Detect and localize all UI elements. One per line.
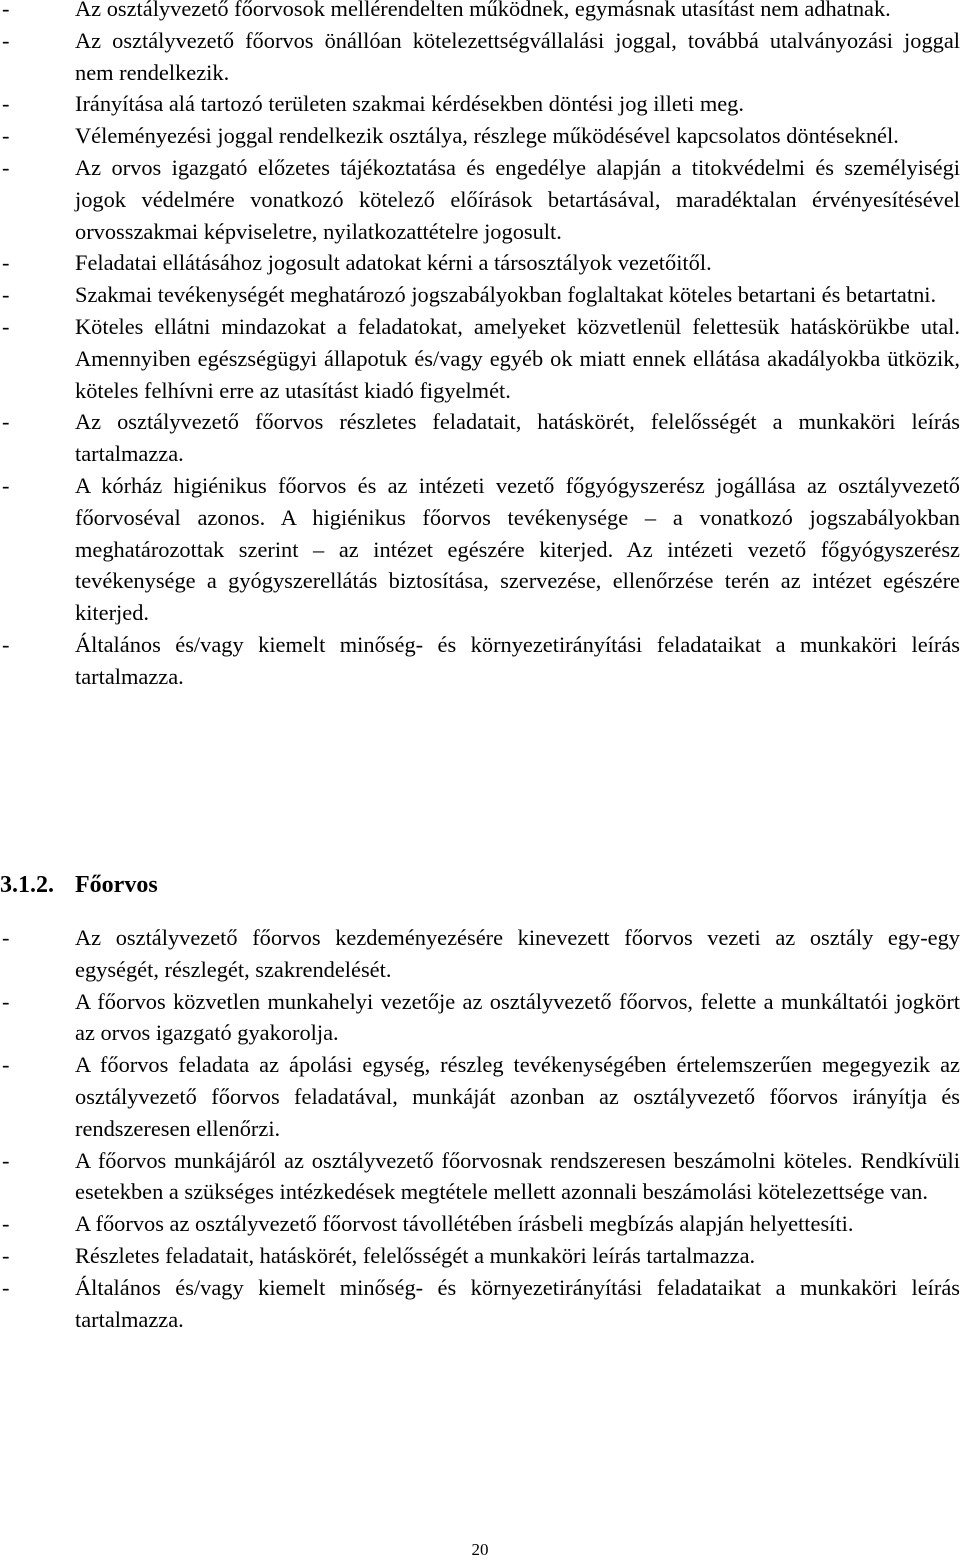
list-item-text: A főorvos feladata az ápolási egység, részleg tevékenységében értelemszerűen megegyezik az osztályvezető főorvos feladatával, munkáját azonban az osztályvezető főorvos irányítja és rendszeresen ellenőrzi. <box>75 1052 960 1141</box>
bullet-dash: - <box>2 123 10 149</box>
list-item-text: Az osztályvezető főorvos önállóan kötelezettségvállalási joggal, továbbá utalványozási joggal nem rendelkezik. <box>75 27 960 85</box>
list-item-text: A főorvos az osztályvezető főorvost távollétében írásbeli megbízás alapján helyettesíti. <box>75 1211 854 1237</box>
bullet-dash: - <box>2 988 10 1014</box>
list-item <box>0 1272 960 1336</box>
list-item <box>0 406 960 470</box>
bullet-dash: - <box>2 154 10 180</box>
bullet-dash: - <box>2 409 10 435</box>
list-item-text: A kórház higiénikus főorvos és az intézeti vezető főgyógyszerész jogállása az osztályvezető főorvoséval azonos. A higiénikus főorvos tevékenysége – a vonatkozó jogszabályokban meghatározottak szerint – az intézet egészére kiterjed. Az intézeti vezető főgyógyszerész tevékenysége a gyógyszerellátás biztosítása, szervezése, ellenőrzése terén az intézet egészére kiterjed. <box>75 472 960 626</box>
bullet-dash: - <box>2 91 10 117</box>
list-item-text: Feladatai ellátásához jogosult adatokat kérni a társosztályok vezetőitől. <box>75 250 712 276</box>
section-title: Főorvos <box>75 872 158 898</box>
bullet-dash: - <box>2 313 10 339</box>
list-item <box>0 120 960 152</box>
list-item-text: Az osztályvezető főorvosok mellérendelten működnek, egymásnak utasítást nem adhatnak. <box>75 0 891 21</box>
list-item-text: Szakmai tevékenységét meghatározó jogszabályokban foglaltakat köteles betartani és betartatni. <box>75 282 937 308</box>
list-item <box>0 629 960 693</box>
bullet-dash: - <box>2 1211 10 1237</box>
list-item-text: Általános és/vagy kiemelt minőség- és környezetirányítási feladataikat a munkaköri leírás tartalmazza. <box>75 1274 960 1332</box>
list-item-text: A főorvos közvetlen munkahelyi vezetője az osztályvezető főorvos, felette a munkáltatói jogkört az orvos igazgató gyakorolja. <box>75 988 960 1046</box>
list-item-text: Az orvos igazgató előzetes tájékoztatása és engedélye alapján a titokvédelmi és személyiségi jogok védelmére vonatkozó kötelező előírások betartásával, maradéktalan érvényesítésével orvosszakmai képviseletre, nyilatkozattételre jogosult. <box>75 154 960 244</box>
page-number: 20 <box>471 1540 489 1559</box>
list-item <box>0 1208 960 1240</box>
section-heading <box>0 869 158 901</box>
bullet-dash: - <box>2 1274 10 1300</box>
list-item-text: Általános és/vagy kiemelt minőség- és környezetirányítási feladataikat a munkaköri leírás tartalmazza. <box>75 631 960 689</box>
list-item-text: Véleményezési joggal rendelkezik osztálya, részlege működésével kapcsolatos döntéseknél. <box>75 123 899 149</box>
list-item-text: A főorvos munkájáról az osztályvezető főorvosnak rendszeresen beszámolni köteles. Rendkívüli esetekben a szükséges intézkedések megtétele mellett azonnali beszámolási kötelezettsége van. <box>75 1147 960 1205</box>
bullet-dash: - <box>2 1147 10 1173</box>
list-item-text: Köteles ellátni mindazokat a feladatokat, amelyeket közvetlenül felettesük hatáskörükbe utal. Amennyiben egészségügyi állapotuk és/vagy egyéb ok miatt ennek ellátása akadályokba ütközik, köteles felhívni erre az utasítást kiadó figyelmét. <box>75 313 960 403</box>
list-item <box>0 1240 960 1272</box>
list-item <box>0 1145 960 1209</box>
list-item-text: Az osztályvezető főorvos részletes feladatait, hatáskörét, felelősségét a munkaköri leírás tartalmazza. <box>75 409 960 467</box>
list-item <box>0 986 960 1050</box>
bullet-list-osztalyvezeto <box>0 0 960 693</box>
list-item <box>0 922 960 986</box>
bullet-list-foorvos <box>0 922 960 1335</box>
list-item <box>0 152 960 247</box>
section-number: 3.1.2. <box>0 872 54 898</box>
list-item <box>0 470 960 629</box>
bullet-dash: - <box>2 0 10 21</box>
bullet-dash: - <box>2 1242 10 1268</box>
list-item <box>0 1049 960 1144</box>
bullet-dash: - <box>2 631 10 657</box>
list-item <box>0 279 960 311</box>
list-item <box>0 25 960 89</box>
list-item <box>0 311 960 406</box>
list-item <box>0 247 960 279</box>
bullet-dash: - <box>2 282 10 308</box>
list-item-text: Részletes feladatait, hatáskörét, felelősségét a munkaköri leírás tartalmazza. <box>75 1242 756 1268</box>
list-item-text: Az osztályvezető főorvos kezdeményezésére kinevezett főorvos vezeti az osztály egy-egy egységét, részlegét, szakrendelését. <box>75 925 960 982</box>
list-item <box>0 0 960 25</box>
bullet-dash: - <box>2 925 10 950</box>
bullet-dash: - <box>2 472 10 498</box>
bullet-dash: - <box>2 1052 10 1078</box>
bullet-dash: - <box>2 27 10 53</box>
list-item <box>0 88 960 120</box>
list-item-text: Irányítása alá tartozó területen szakmai kérdésekben döntési jog illeti meg. <box>75 91 744 117</box>
bullet-dash: - <box>2 250 10 276</box>
